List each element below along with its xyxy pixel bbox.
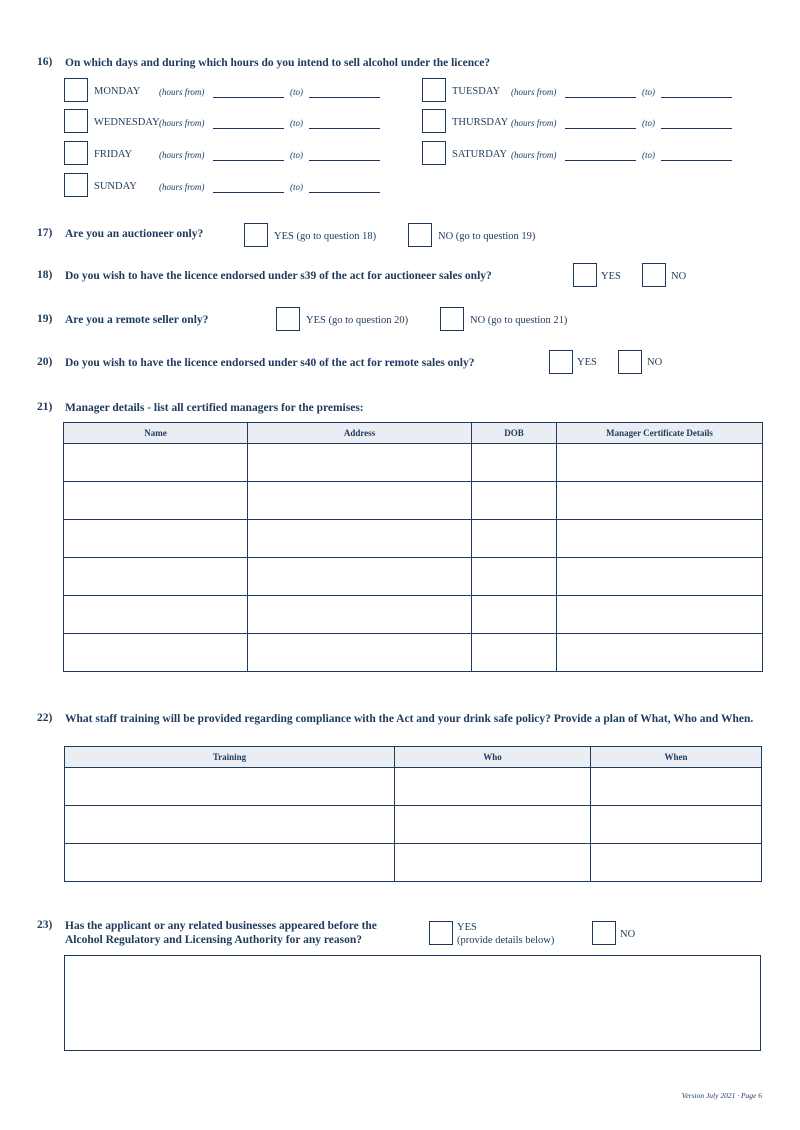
sunday-checkbox[interactable] (64, 173, 88, 197)
q23-no-label: NO (620, 929, 636, 940)
who-cell[interactable] (395, 806, 591, 844)
q17-yes-checkbox[interactable] (244, 223, 268, 247)
page-footer: Version July 2021 · Page 6 (681, 1091, 762, 1100)
saturday-hours-from-label: (hours from) (511, 150, 557, 160)
staff-training-table (64, 746, 762, 882)
q17-number: 17) (37, 227, 53, 239)
q20-no-label: NO (647, 357, 663, 368)
monday-hours-from-label: (hours from) (159, 87, 205, 97)
tuesday-to-label: (to) (642, 87, 655, 97)
manager-address-cell[interactable] (248, 444, 472, 482)
tuesday-hours-from-label: (hours from) (511, 87, 557, 97)
q20-yes-checkbox[interactable] (549, 350, 573, 374)
training-row (65, 844, 762, 882)
q19-text: Are you a remote seller only? (65, 314, 209, 326)
monday-to-label: (to) (290, 87, 303, 97)
monday-label: MONDAY (94, 86, 141, 97)
sunday-to-label: (to) (290, 182, 303, 192)
manager-name-cell[interactable] (64, 634, 248, 672)
friday-from-field[interactable] (213, 160, 284, 161)
q19-no-checkbox[interactable] (440, 307, 464, 331)
q20-no-checkbox[interactable] (618, 350, 642, 374)
manager-dob-header: DOB (472, 423, 557, 444)
wednesday-checkbox[interactable] (64, 109, 88, 133)
monday-to-field[interactable] (309, 97, 380, 98)
manager-address-cell[interactable] (248, 596, 472, 634)
sunday-to-field[interactable] (309, 192, 380, 193)
q18-no-label: NO (671, 271, 687, 282)
manager-certificate-cell[interactable] (557, 596, 763, 634)
training-cell[interactable] (65, 806, 395, 844)
tuesday-checkbox[interactable] (422, 78, 446, 102)
thursday-checkbox[interactable] (422, 109, 446, 133)
friday-checkbox[interactable] (64, 141, 88, 165)
manager-dob-cell[interactable] (472, 520, 557, 558)
manager-name-cell[interactable] (64, 596, 248, 634)
monday-checkbox[interactable] (64, 78, 88, 102)
manager-certificate-cell[interactable] (557, 634, 763, 672)
q17-no-label: NO (go to question 19) (438, 231, 536, 242)
q20-yes-label: YES (577, 357, 597, 368)
thursday-label: THURSDAY (452, 117, 509, 128)
manager-name-cell[interactable] (64, 558, 248, 596)
q18-yes-label: YES (601, 271, 621, 282)
manager-address-cell[interactable] (248, 520, 472, 558)
q21-text: Manager details - list all certified managers for the premises: (65, 402, 364, 414)
thursday-to-field[interactable] (661, 128, 732, 129)
wednesday-to-label: (to) (290, 118, 303, 128)
manager-row (64, 482, 763, 520)
friday-label: FRIDAY (94, 149, 133, 160)
manager-row (64, 444, 763, 482)
q17-no-checkbox[interactable] (408, 223, 432, 247)
manager-certificate-cell[interactable] (557, 558, 763, 596)
manager-certificate-cell[interactable] (557, 444, 763, 482)
wednesday-from-field[interactable] (213, 128, 284, 129)
training-cell[interactable] (65, 844, 395, 882)
manager-details-table (63, 422, 763, 672)
monday-from-field[interactable] (213, 97, 284, 98)
who-header: Who (395, 747, 591, 768)
q20-text: Do you wish to have the licence endorsed under s40 of the act for remote sales only? (65, 357, 475, 369)
q16-text: On which days and during which hours do you intend to sell alcohol under the licence? (65, 57, 491, 69)
manager-name-cell[interactable] (64, 520, 248, 558)
manager-dob-cell[interactable] (472, 444, 557, 482)
friday-hours-from-label: (hours from) (159, 150, 205, 160)
training-cell[interactable] (65, 768, 395, 806)
sunday-label: SUNDAY (94, 181, 137, 192)
tuesday-from-field[interactable] (565, 97, 636, 98)
q19-number: 19) (37, 313, 53, 325)
q23-yes-label: YES (457, 922, 477, 933)
saturday-checkbox[interactable] (422, 141, 446, 165)
saturday-from-field[interactable] (565, 160, 636, 161)
q23-yes-checkbox[interactable] (429, 921, 453, 945)
q19-yes-label: YES (go to question 20) (306, 315, 409, 326)
when-header: When (591, 747, 762, 768)
sunday-hours-from-label: (hours from) (159, 182, 205, 192)
manager-row (64, 634, 763, 672)
q19-no-label: NO (go to question 21) (470, 315, 568, 326)
q18-number: 18) (37, 269, 53, 281)
tuesday-label: TUESDAY (452, 86, 501, 97)
tuesday-to-field[interactable] (661, 97, 732, 98)
q23-no-checkbox[interactable] (592, 921, 616, 945)
training-row (65, 768, 762, 806)
saturday-label: SATURDAY (452, 149, 508, 160)
manager-dob-cell[interactable] (472, 482, 557, 520)
who-cell[interactable] (395, 768, 591, 806)
thursday-hours-from-label: (hours from) (511, 118, 557, 128)
q18-text: Do you wish to have the licence endorsed under s39 of the act for auctioneer sales only? (65, 270, 492, 282)
manager-row (64, 558, 763, 596)
q17-text: Are you an auctioneer only? (65, 228, 204, 240)
thursday-from-field[interactable] (565, 128, 636, 129)
friday-to-label: (to) (290, 150, 303, 160)
who-cell[interactable] (395, 844, 591, 882)
q23-yes-note: (provide details below) (457, 935, 555, 946)
manager-certificate-header: Manager Certificate Details (557, 423, 763, 444)
q19-yes-checkbox[interactable] (276, 307, 300, 331)
manager-address-header: Address (248, 423, 472, 444)
friday-to-field[interactable] (309, 160, 380, 161)
q18-no-checkbox[interactable] (642, 263, 666, 287)
manager-address-cell[interactable] (248, 558, 472, 596)
q16-number: 16) (37, 56, 53, 68)
wednesday-label: WEDNESDAY (94, 117, 160, 128)
manager-row (64, 520, 763, 558)
q22-text: What staff training will be provided regarding compliance with the Act and your drink safe policy? Provide a plan of What, Who and When. (65, 713, 754, 725)
manager-certificate-cell[interactable] (557, 482, 763, 520)
manager-name-cell[interactable] (64, 444, 248, 482)
saturday-to-label: (to) (642, 150, 655, 160)
sunday-from-field[interactable] (213, 192, 284, 193)
training-row (65, 806, 762, 844)
when-cell[interactable] (591, 806, 762, 844)
training-header: Training (65, 747, 395, 768)
q23-details-box[interactable] (64, 955, 761, 1051)
q20-number: 20) (37, 356, 53, 368)
manager-row (64, 596, 763, 634)
manager-dob-cell[interactable] (472, 558, 557, 596)
when-cell[interactable] (591, 844, 762, 882)
manager-address-cell[interactable] (248, 634, 472, 672)
wednesday-hours-from-label: (hours from) (159, 118, 205, 128)
q22-number: 22) (37, 712, 53, 724)
q21-number: 21) (37, 401, 53, 413)
manager-dob-cell[interactable] (472, 634, 557, 672)
q23-number: 23) (37, 919, 53, 931)
q17-yes-label: YES (go to question 18) (274, 231, 377, 242)
manager-name-cell[interactable] (64, 482, 248, 520)
q23-text: Has the applicant or any related businesses appeared before the Alcohol Regulatory and Licensing Authority for any reason? (65, 920, 377, 946)
manager-certificate-cell[interactable] (557, 520, 763, 558)
q18-yes-checkbox[interactable] (573, 263, 597, 287)
when-cell[interactable] (591, 768, 762, 806)
manager-dob-cell[interactable] (472, 596, 557, 634)
manager-address-cell[interactable] (248, 482, 472, 520)
manager-name-header: Name (64, 423, 248, 444)
saturday-to-field[interactable] (661, 160, 732, 161)
thursday-to-label: (to) (642, 118, 655, 128)
wednesday-to-field[interactable] (309, 128, 380, 129)
